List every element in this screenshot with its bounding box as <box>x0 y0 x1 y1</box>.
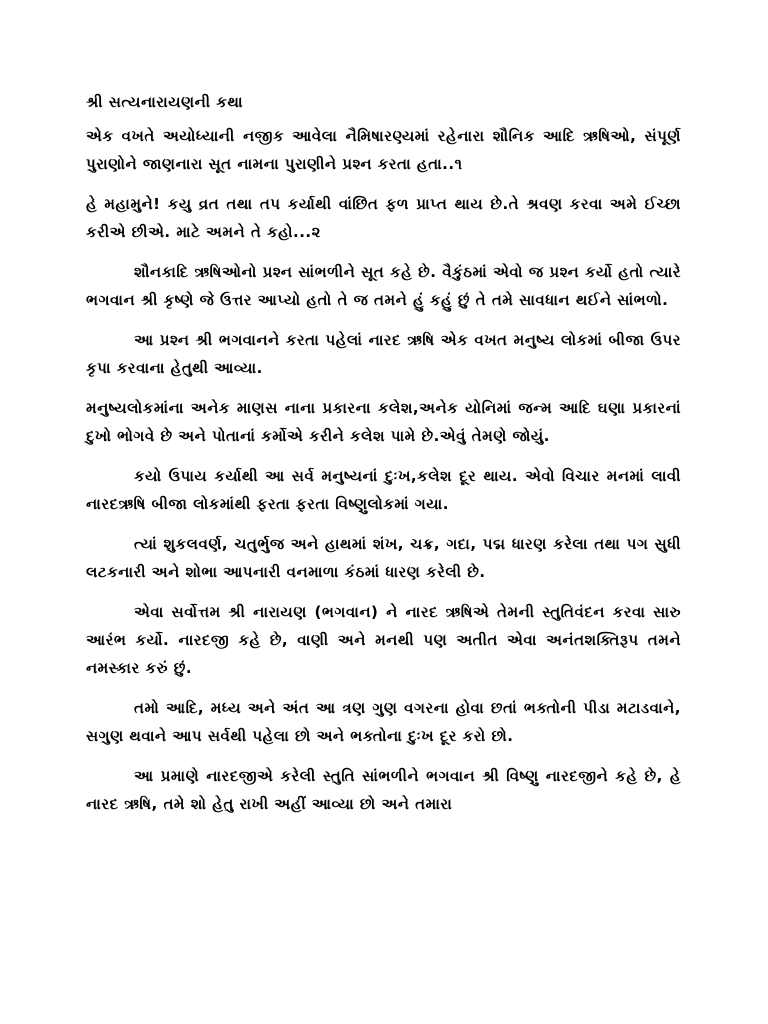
paragraph-1: એક વખતે અયોધ્યાની નજીક આવેલા નૈમિષારણ્યમાં રહેનારા શૌનિક આદિ ઋષિઓ, સંપૂર્ણ પુરાણોને જાણનારા સૂત નામના પુરાણીને પ્રશ્ન કરતા હતા..૧ <box>86 127 681 173</box>
paragraph-8: એવા સર્વોત્તમ શ્રી નારાયણ (ભગવાન) ને નારદ ઋષિએ તેમની સ્તુતિવંદન કરવા સારુ આરંભ કર્યો. નારદજી કહે છે, વાણી અને મનથી પણ અતીત એવા અનંતશક્તિરૂપ તમને નમસ્કાર કરું છું. <box>86 603 681 677</box>
paragraph-5: મનુષ્યલોકમાંના અનેક માણસ નાના પ્રકારના કલેશ,અનેક યોનિમાં જન્મ આદિ ઘણા પ્રકારનાં દુખો ભોગવે છે અને પોતાનાં કર્મોએ કરીને કલેશ પામે છે.એવું તેમણે જોયું. <box>86 399 681 445</box>
paragraph-7: ત્યાં શુકલવર્ણ, ચતુર્ભુજ અને હાથમાં શંખ, ચક્ર, ગદા, પદ્મ ધારણ કરેલા તથા પગ સુધી લટકનારી અને શોભા આપનારી વનમાળા કંઠમાં ધારણ કરેલી છે. <box>86 535 681 581</box>
paragraph-4: આ પ્રશ્ન શ્રી ભગવાનને કરતા પહેલાં નારદ ઋષિ એક વખત મનુષ્ય લોકમાં બીજા ઉપર કૃપા કરવાના હેતુથી આવ્યા. <box>86 331 681 377</box>
document-body <box>86 90 681 830</box>
document-title: શ્રી સત્યનારાયણની કથા <box>86 93 244 111</box>
paragraph-2: હે મહામુને! કયુ વ્રત તથા તપ કર્યાથી વાંછિત ફળ પ્રાપ્ત થાય છે.તે શ્રવણ કરવા અમે ઈચ્છા કરીએ છીએ. માટે અમને તે કહો...૨ <box>86 195 681 241</box>
paragraph-9: તમો આદિ, મધ્ય અને અંત આ ત્રણ ગુણ વગરના હોવા છતાં ભક્તોની પીડા મટાડવાને, સગુણ થવાને આપ સર્વથી પહેલા છો અને ભક્તોના દુઃખ દૂર કરો છો. <box>86 699 681 745</box>
paragraph-10: આ પ્રમાણે નારદજીએ કરેલી સ્તુતિ સાંભળીને ભગવાન શ્રી વિષ્ણુ નારદજીને કહે છે, હે નારદ ઋષિ, તમે શો હેતુ રાખી અહીં આવ્યા છો અને તમારા <box>86 767 681 813</box>
paragraph-6: કયો ઉપાય કર્યાથી આ સર્વ મનુષ્યનાં દુઃખ,કલેશ દૂર થાય. એવો વિચાર મનમાં લાવી નારદઋષિ બીજા લોકમાંથી ફરતા ફરતા વિષ્ણુલોકમાં ગયા. <box>86 467 681 513</box>
paragraph-3: શૌનકાદિ ઋષિઓનો પ્રશ્ન સાંભળીને સૂત કહે છે. વૈકુંઠમાં એવો જ પ્રશ્ન કર્યો હતો ત્યારે ભગવાન શ્રી કૃષ્ણે જે ઉત્તર આપ્યો હતો તે જ તમને હું કહું છું તે તમે સાવધાન થઈને સાંભળો. <box>86 263 681 309</box>
